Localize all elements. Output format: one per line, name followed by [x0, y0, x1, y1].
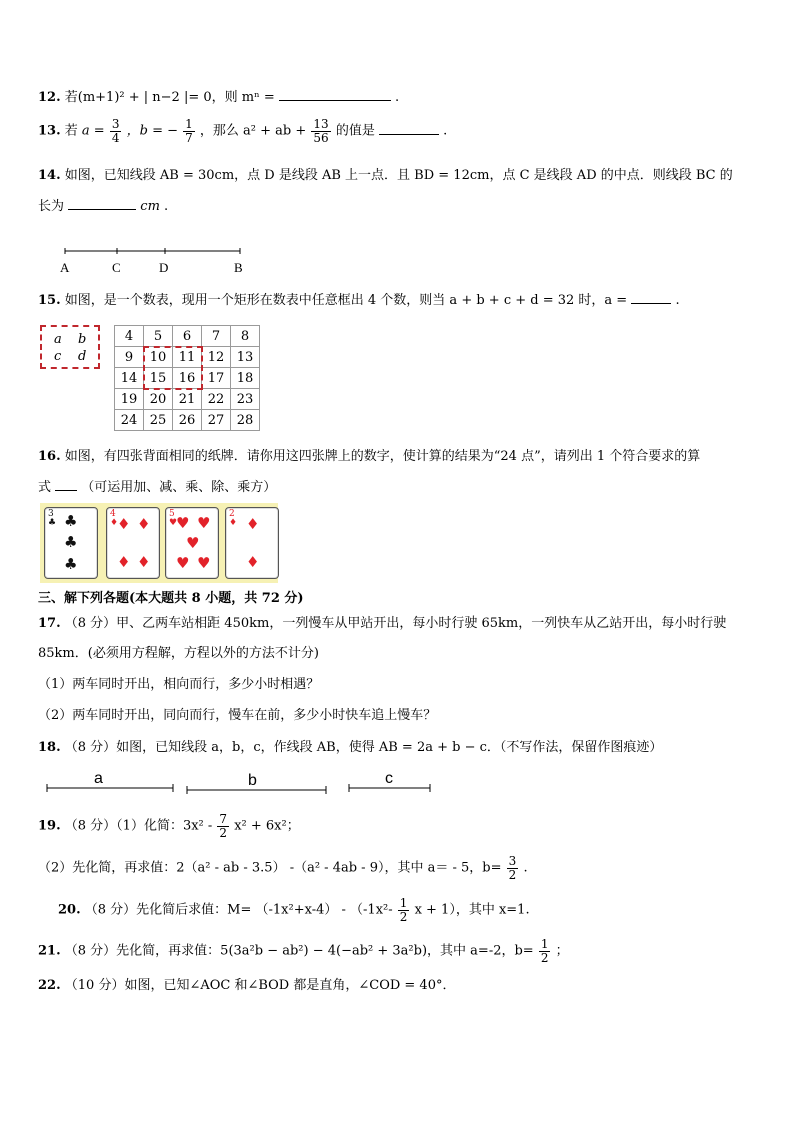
question-text: （可运用加、减、乘、除、乘方） — [81, 480, 277, 495]
diamond-icon: ♦ — [110, 518, 119, 528]
equation-text: a = — [81, 123, 109, 139]
question-text: x² + 6x²； — [234, 818, 300, 834]
denominator: 7 — [185, 130, 193, 145]
answer-blank — [55, 490, 77, 491]
question-text: 的值是 — [335, 123, 375, 139]
table-cell: 28 — [231, 410, 260, 431]
number-table — [114, 325, 260, 431]
section-heading: 三、解下列各题(本大题共 8 小题，共 72 分) — [38, 591, 304, 606]
club-icon: ♣ — [64, 555, 78, 573]
fraction — [398, 897, 410, 923]
question-17-line2: 85km．(必须用方程解，方程以外的方法不计分) — [38, 646, 319, 661]
answer-blank — [279, 100, 391, 101]
question-number: 12. — [38, 90, 61, 105]
card-rank: 2 — [229, 509, 235, 519]
playing-card-2-diamonds — [225, 507, 279, 579]
table-cell: 25 — [144, 410, 173, 431]
heart-icon: ♥ — [197, 554, 211, 572]
diamond-icon: ♦ — [229, 518, 238, 528]
heart-icon: ♥ — [176, 554, 190, 572]
table-cell: 6 — [173, 326, 202, 347]
question-16 — [38, 449, 700, 465]
denominator: 2 — [508, 867, 517, 882]
denominator: 2 — [219, 825, 228, 840]
card-rank: 3 — [48, 509, 54, 519]
numerator: 1 — [185, 117, 193, 131]
table-cell: 23 — [231, 389, 260, 410]
question-19-part2 — [38, 855, 528, 881]
diamond-icon: ♦ — [137, 515, 151, 533]
table-row — [115, 368, 260, 389]
question-number: 14. — [38, 168, 61, 183]
table-cell: 21 — [173, 389, 202, 410]
heart-icon: ♥ — [176, 514, 190, 532]
fraction — [217, 813, 229, 839]
question-14-line2 — [38, 199, 168, 215]
question-number: 17. — [38, 616, 61, 631]
table-cell: 15 — [144, 368, 173, 389]
point-label-c: C — [112, 260, 121, 275]
point-label-d: D — [159, 260, 169, 275]
table-cell: 5 — [144, 326, 173, 347]
table-row — [115, 326, 260, 347]
table-row — [115, 410, 260, 431]
question-number: 13. — [38, 123, 61, 139]
table-cell: 17 — [202, 368, 231, 389]
heart-icon: ♥ — [197, 514, 211, 532]
question-17-part2: （2）两车同时开出，同向而行，慢车在前，多少小时快车追上慢车？ — [38, 708, 437, 723]
table-cell: 16 — [173, 368, 202, 389]
question-text: 如图，有四张背面相同的纸牌．请你用这四张牌上的数字，使计算的结果为“24 点”，请列出 1 个符合要求的算 — [64, 449, 701, 464]
segment-diagram — [55, 243, 255, 279]
segment-c-label: c — [385, 770, 393, 787]
question-21 — [38, 938, 569, 964]
question-text: 若 — [64, 123, 78, 139]
question-20 — [58, 897, 530, 923]
punctuation: . — [164, 199, 169, 214]
playing-card-4-diamonds — [106, 507, 160, 579]
legend-a: a — [54, 332, 62, 347]
question-text: 式 — [38, 480, 52, 495]
question-text: x + 1），其中 x=1. — [414, 902, 530, 918]
question-text: （8 分）甲、乙两车站相距 450km，一列慢车从甲站开出，每小时行驶 65km，一列快车从乙站开出，每小时行驶 — [64, 616, 727, 631]
club-icon: ♣ — [64, 512, 78, 530]
denominator: 2 — [540, 950, 549, 965]
playing-card-5-hearts — [165, 507, 219, 579]
question-text: 长为 — [38, 199, 65, 214]
diamond-icon: ♦ — [246, 515, 260, 533]
denominator: 56 — [313, 130, 329, 145]
punctuation: . — [523, 860, 528, 876]
question-15 — [38, 293, 680, 309]
punctuation: . — [395, 90, 400, 105]
fraction — [507, 855, 519, 881]
segment-b-label: b — [248, 772, 257, 789]
table-cell: 13 — [231, 347, 260, 368]
card-rank: 5 — [169, 509, 175, 519]
table-cell: 12 — [202, 347, 231, 368]
question-12 — [38, 90, 399, 106]
legend-c: c — [54, 349, 62, 364]
table-cell: 27 — [202, 410, 231, 431]
question-17 — [38, 616, 726, 632]
question-number: 20. — [58, 902, 81, 918]
question-number: 15. — [38, 293, 61, 308]
heart-icon: ♥ — [186, 534, 200, 552]
club-icon: ♣ — [48, 518, 57, 528]
table-cell: 14 — [115, 368, 144, 389]
denominator: 4 — [111, 130, 120, 145]
table-cell: 26 — [173, 410, 202, 431]
question-text: 如图，已知线段 AB = 30cm，点 D 是线段 AB 上一点．且 BD = 12cm，点 C 是线段 AD 的中点．则线段 BC 的 — [64, 168, 733, 183]
table-cell: 19 — [115, 389, 144, 410]
question-number: 19. — [38, 818, 61, 834]
question-number: 22. — [38, 978, 61, 993]
diamond-icon: ♦ — [117, 553, 131, 571]
table-cell: 10 — [144, 347, 173, 368]
legend-b: b — [78, 332, 87, 347]
table-cell: 7 — [202, 326, 231, 347]
fraction — [311, 118, 330, 144]
answer-blank — [631, 303, 671, 304]
fraction — [183, 118, 195, 144]
table-cell: 20 — [144, 389, 173, 410]
club-icon: ♣ — [64, 533, 78, 551]
numerator: 13 — [313, 117, 329, 131]
question-13 — [38, 118, 447, 144]
punctuation: . — [675, 293, 680, 308]
fraction — [110, 118, 122, 144]
playing-card-3-clubs — [44, 507, 98, 579]
question-text: （8 分）先化简，再求值：5(3a²b − ab²) − 4(−ab² + 3a²b)，其中 a=-2，b= — [64, 943, 534, 959]
question-text: （8 分）（1）化简：3x² - — [64, 818, 217, 834]
diamond-icon: ♦ — [246, 553, 260, 571]
question-19 — [38, 813, 300, 839]
question-number: 18. — [38, 740, 61, 755]
legend-frame — [40, 325, 100, 369]
question-text: （2）先化简，再求值：2（a² - ab - 3.5） -（a² - 4ab - 9），其中 a＝ - 5，b= — [38, 860, 502, 876]
table-cell: 11 — [173, 347, 202, 368]
table-cell: 22 — [202, 389, 231, 410]
question-text: 如图，是一个数表，现用一个矩形在数表中任意框出 4 个数，则当 a + b + c + d = 32 时，a = — [64, 293, 632, 308]
question-number: 21. — [38, 943, 61, 959]
numerator: 3 — [111, 117, 120, 131]
question-14 — [38, 168, 733, 184]
denominator: 2 — [399, 909, 408, 924]
numerator: 7 — [219, 812, 228, 826]
table-cell: 24 — [115, 410, 144, 431]
punctuation: . — [443, 123, 448, 139]
diamond-icon: ♦ — [117, 515, 131, 533]
question-text: （8 分）先化简后求值：M= （-1x²+x-4） - （-1x²- — [84, 902, 393, 918]
point-label-a: A — [60, 260, 70, 275]
question-text: （8 分）如图，已知线段 a，b，c，作线段 AB，使得 AB = 2a + b − c．（不写作法，保留作图痕迹） — [64, 740, 663, 755]
question-number: 16. — [38, 449, 61, 464]
question-16-line2 — [38, 480, 276, 496]
question-18 — [38, 740, 662, 756]
table-cell: 18 — [231, 368, 260, 389]
question-17-part1: （1）两车同时开出，相向而行，多少小时相遇？ — [38, 677, 320, 692]
numerator: 3 — [508, 854, 517, 868]
table-cell: 8 — [231, 326, 260, 347]
segment-a-label: a — [94, 770, 103, 787]
punctuation: ； — [555, 943, 569, 959]
given-segments — [40, 764, 440, 798]
card-rank: 4 — [110, 509, 116, 519]
heart-icon: ♥ — [169, 518, 178, 528]
question-text: 若(m+1)² + | n−2 |= 0，则 mⁿ = — [64, 90, 279, 105]
point-label-b: B — [234, 260, 243, 275]
table-row — [115, 389, 260, 410]
diamond-icon: ♦ — [137, 553, 151, 571]
answer-blank — [68, 209, 136, 210]
question-text: （10 分）如图，已知∠AOC 和∠BOD 都是直角，∠COD = 40°． — [64, 978, 456, 993]
fraction — [539, 938, 551, 964]
legend-d: d — [78, 349, 87, 364]
unit-text: cm — [140, 199, 160, 214]
equation-text: ，那么 a² + ab + — [199, 123, 311, 139]
answer-blank — [379, 134, 439, 135]
equation-text: ，b = − — [126, 123, 178, 139]
table-cell: 4 — [115, 326, 144, 347]
numerator: 1 — [399, 896, 408, 910]
table-row — [115, 347, 260, 368]
question-22 — [38, 978, 455, 994]
numerator: 1 — [540, 937, 549, 951]
table-cell: 9 — [115, 347, 144, 368]
